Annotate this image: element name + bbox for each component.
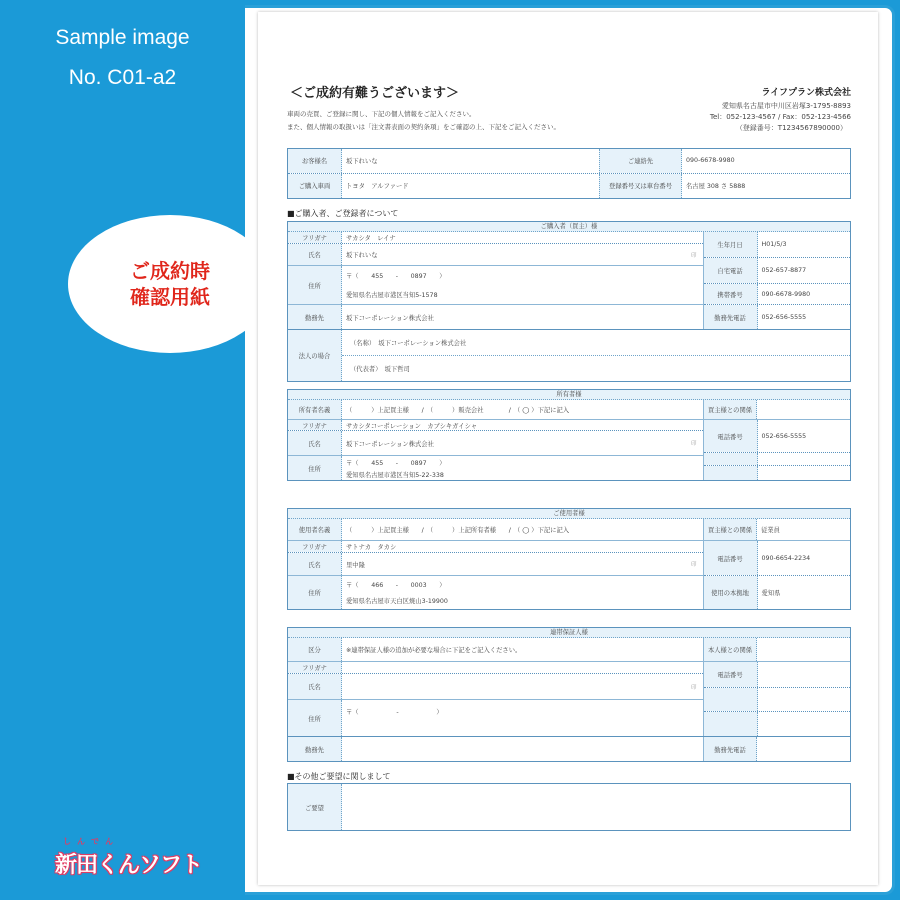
field-label: 使用の本拠地 xyxy=(704,576,758,609)
field-value[interactable] xyxy=(342,541,703,552)
zip-text: 〒（ 466 - 0003 ） xyxy=(346,581,446,589)
field-label: 住所 xyxy=(288,700,342,736)
field-label: 電話番号 xyxy=(704,662,758,687)
field-value[interactable] xyxy=(342,400,703,419)
right-column xyxy=(703,541,850,609)
section-header: 連帯保証人様 xyxy=(288,628,850,638)
logo-text: 新田くんソフト xyxy=(55,853,203,878)
intro-line: 車両の売買、ご登録に関し、下記の個人情報をご記入ください。 xyxy=(287,110,476,118)
zip-text: 〒（ 455 - 0897 ） xyxy=(346,273,446,280)
field-text: 従業員 xyxy=(761,527,780,534)
right-column xyxy=(703,420,850,480)
field-label: 携帯番号 xyxy=(704,284,758,304)
field-label: 電話番号 xyxy=(704,541,758,575)
field-value[interactable] xyxy=(758,232,850,257)
purchaser-heading: ■ご購入者、ご登録者について xyxy=(287,209,399,218)
field-text: 坂下コーポレーション株式会社 xyxy=(346,314,434,322)
field-text: 坂下れいな xyxy=(346,158,378,166)
zip-text: 〒（ - ） xyxy=(346,708,443,716)
stamp-mark: 印 xyxy=(691,562,697,568)
table-row xyxy=(288,431,703,456)
field-value[interactable] xyxy=(758,576,850,609)
field-label: ご連絡先 xyxy=(599,149,682,173)
stamp-mark: 印 xyxy=(691,252,697,259)
field-text: 坂下コーポレーション株式会社 xyxy=(346,440,434,448)
field-value[interactable] xyxy=(757,519,850,540)
field-value[interactable] xyxy=(682,174,850,199)
table-row xyxy=(704,305,850,329)
field-text: 里中隆 xyxy=(346,561,365,569)
field-value[interactable] xyxy=(342,662,703,673)
table-row xyxy=(288,519,850,541)
company-block xyxy=(710,88,851,134)
field-label: フリガナ xyxy=(288,420,342,430)
field-label: 自宅電話 xyxy=(704,258,758,283)
field-text: 090-6678-9980 xyxy=(686,157,735,165)
field-value[interactable] xyxy=(342,420,703,430)
brand-logo xyxy=(55,837,203,879)
field-text: 名古屋 308 さ 5888 xyxy=(686,183,746,191)
field-text: （ ）上記買主様 / （ ）上記所有者様 / （ ◯ ）下記に記入 xyxy=(346,527,570,534)
field-value[interactable] xyxy=(757,737,850,761)
field-text: 052-656-5555 xyxy=(761,313,807,321)
field-text: トヨタ アルファード xyxy=(346,183,409,191)
field-value[interactable] xyxy=(342,149,599,173)
table-row xyxy=(704,541,850,576)
field-text: （ ）上記買主様 / （ ）販売会社 / （ ◯ ）下記に記入 xyxy=(346,407,570,414)
table-row xyxy=(288,149,850,174)
field-value[interactable] xyxy=(342,737,703,761)
field-text: サカシタ レイナ xyxy=(346,235,396,242)
field-value[interactable] xyxy=(342,553,703,575)
field-label: 氏名 xyxy=(288,553,342,575)
stamp-mark: 印 xyxy=(691,684,697,691)
field-value[interactable] xyxy=(342,244,703,265)
field-text: （代表者） 坂下哲司 xyxy=(350,366,410,373)
field-label: 勤務先 xyxy=(288,737,342,761)
table-row xyxy=(288,266,703,305)
section-header: ご使用者様 xyxy=(288,509,850,519)
purchaser-section xyxy=(287,221,851,382)
field-label: 勤務先 xyxy=(288,305,342,329)
user-section xyxy=(287,508,851,610)
field-value[interactable] xyxy=(342,356,850,381)
table-row xyxy=(288,174,850,199)
field-value[interactable] xyxy=(342,456,703,480)
field-label: 法人の場合 xyxy=(288,330,342,381)
field-value[interactable] xyxy=(682,149,850,173)
field-value[interactable] xyxy=(758,284,850,304)
table-row xyxy=(288,232,703,244)
field-text: 愛知県名古屋市天白区焼山3-19900 xyxy=(346,598,448,606)
field-text: ※連帯保証人様の追加が必要な場合に下記をご記入ください。 xyxy=(346,647,522,654)
field-text: 090-6678-9980 xyxy=(761,290,811,298)
field-value[interactable] xyxy=(342,330,850,356)
field-label: 生年月日 xyxy=(704,232,758,257)
field-text: サカシタコーポレーション カブシキガイシャ xyxy=(346,422,478,430)
field-value[interactable] xyxy=(342,638,703,661)
field-value[interactable] xyxy=(758,466,850,480)
field-label: 使用者名義 xyxy=(288,519,342,540)
section-body xyxy=(288,420,850,480)
table-row xyxy=(704,466,850,480)
stamp-mark: 印 xyxy=(691,441,697,447)
requests-input[interactable] xyxy=(342,784,850,830)
field-label: 住所 xyxy=(288,576,342,609)
field-text: 坂下れいな xyxy=(346,252,378,259)
section-body xyxy=(288,541,850,609)
field-label: フリガナ xyxy=(288,541,342,552)
left-column xyxy=(288,232,703,329)
table-row xyxy=(288,700,703,736)
section-body xyxy=(288,662,850,736)
field-label xyxy=(704,688,758,711)
zip-text: 〒（ 455 - 0897 ） xyxy=(346,459,446,467)
field-label: ご購入車両 xyxy=(288,174,342,199)
table-row xyxy=(288,456,703,480)
table-row xyxy=(704,420,850,453)
table-row xyxy=(288,576,703,609)
speech-bubble xyxy=(68,215,272,353)
left-column xyxy=(288,541,703,609)
field-label: 買主様との関係 xyxy=(703,519,757,540)
field-label: 氏名 xyxy=(288,244,342,265)
customer-table xyxy=(287,148,851,199)
field-text: サトナカ タカシ xyxy=(346,544,397,551)
corporate-row xyxy=(288,329,850,381)
field-label xyxy=(704,466,758,480)
field-value[interactable] xyxy=(342,519,703,540)
intro-text xyxy=(287,108,560,134)
field-label: 氏名 xyxy=(288,431,342,455)
field-label: 住所 xyxy=(288,266,342,304)
field-text: 090-6654-2234 xyxy=(761,554,811,562)
field-label xyxy=(704,712,758,736)
field-text: （名称） 坂下コーポレーション株式会社 xyxy=(350,340,467,347)
field-value[interactable] xyxy=(342,305,703,329)
guarantor-section xyxy=(287,627,851,762)
table-row xyxy=(288,736,850,761)
intro-line: また、個人情報の取扱いは「注文書表面の契約条項」をご確認の上、下記をご記入ください。 xyxy=(287,123,560,131)
section-body xyxy=(288,232,850,329)
field-label xyxy=(704,453,758,465)
field-label: 電話番号 xyxy=(704,420,758,452)
section-header: 所有者様 xyxy=(288,390,850,400)
table-row xyxy=(288,244,703,266)
field-label: フリガナ xyxy=(288,662,342,673)
field-label: 住所 xyxy=(288,456,342,480)
company-tel: Tel：052-123-4567 / Fax：052-123-4566 xyxy=(709,113,851,121)
field-label: フリガナ xyxy=(288,232,342,243)
table-row xyxy=(704,453,850,466)
field-value[interactable] xyxy=(758,453,850,465)
right-column xyxy=(703,662,850,736)
field-label: 登録番号又は車台番号 xyxy=(599,174,682,199)
company-name: ライフプラン株式会社 xyxy=(761,88,851,98)
table-row xyxy=(288,541,703,553)
field-value[interactable] xyxy=(342,700,703,736)
field-value[interactable] xyxy=(342,431,703,455)
table-row xyxy=(704,284,850,305)
table-row xyxy=(704,232,850,258)
field-value[interactable] xyxy=(342,576,703,609)
table-row xyxy=(704,712,850,736)
field-value[interactable] xyxy=(342,174,599,199)
table-row xyxy=(288,420,703,431)
field-label: 買主様との関係 xyxy=(703,400,757,419)
field-value[interactable] xyxy=(758,688,850,711)
field-value[interactable] xyxy=(758,305,850,329)
table-row xyxy=(288,638,850,662)
other-heading: ■その他ご要望に関しまして xyxy=(287,772,391,781)
table-row xyxy=(704,576,850,609)
field-value[interactable] xyxy=(758,541,850,575)
table-row xyxy=(288,305,703,329)
corporate-values xyxy=(342,330,850,381)
table-row xyxy=(704,688,850,712)
field-value[interactable] xyxy=(757,638,850,661)
right-column xyxy=(703,232,850,329)
field-text: 愛知県名古屋市港区当知5-22-338 xyxy=(346,471,444,479)
field-value[interactable] xyxy=(758,712,850,736)
field-value[interactable] xyxy=(342,232,703,243)
field-value[interactable] xyxy=(757,400,850,419)
field-text: 愛知県名古屋市港区当知5-1578 xyxy=(346,292,438,299)
section-header: ご購入者（買主）様 xyxy=(288,222,850,232)
owner-section xyxy=(287,389,851,481)
left-column xyxy=(288,420,703,480)
field-text: H01/5/3 xyxy=(761,241,787,248)
field-label: 勤務先電話 xyxy=(704,305,758,329)
sample-label: Sample image xyxy=(55,26,190,49)
requests-box xyxy=(287,783,851,831)
logo-ruby: しんでん xyxy=(63,837,119,846)
left-column xyxy=(288,662,703,736)
bubble-line-2: 確認用紙 xyxy=(130,285,210,309)
field-value[interactable] xyxy=(342,674,703,699)
company-address: 愛知県名古屋市中川区岩塚3-1795-8893 xyxy=(721,102,851,110)
sample-number: No. C01-a2 xyxy=(68,66,177,89)
field-value[interactable] xyxy=(758,662,850,687)
table-row xyxy=(704,662,850,688)
page-title: ＜ご成約有難うございます＞ xyxy=(290,86,460,101)
table-row xyxy=(288,662,703,674)
field-text: 052-657-8877 xyxy=(761,267,807,274)
table-row xyxy=(288,553,703,576)
table-row xyxy=(288,400,850,420)
field-label: 氏名 xyxy=(288,674,342,699)
table-row xyxy=(704,258,850,284)
bubble-line-1: ご成約時 xyxy=(130,259,210,283)
field-label: ご要望 xyxy=(288,784,342,830)
field-label: お客様名 xyxy=(288,149,342,173)
field-label: 勤務先電話 xyxy=(703,737,757,761)
field-value[interactable] xyxy=(758,258,850,283)
field-text: 052-656-5555 xyxy=(761,432,807,440)
field-text: 愛知県 xyxy=(761,590,781,597)
field-label: 所有者名義 xyxy=(288,400,342,419)
company-reg: （登録番号：T1234567890000） xyxy=(735,124,847,132)
field-value[interactable] xyxy=(342,266,703,304)
field-label: 区分 xyxy=(288,638,342,661)
field-value[interactable] xyxy=(758,420,850,452)
field-label: 本人様との関係 xyxy=(703,638,757,661)
table-row xyxy=(288,674,703,700)
